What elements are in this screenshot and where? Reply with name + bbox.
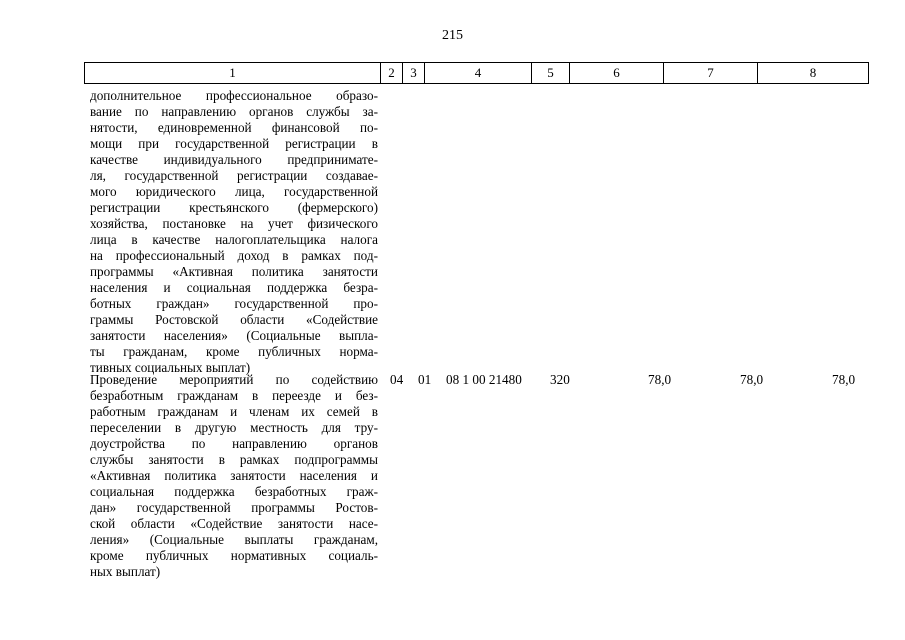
page-number: 215 xyxy=(442,28,463,43)
description-line: регистрации крестьянского (фермерского) xyxy=(90,200,378,215)
header-col-6: 6 xyxy=(570,63,664,83)
description-line: «Активная политика занятости населения и xyxy=(90,468,378,483)
description-line: социальная поддержка безработных граж- xyxy=(90,484,378,499)
header-col-5: 5 xyxy=(532,63,570,83)
description-line: доустройства по направлению органов xyxy=(90,436,378,451)
description-line: граммы Ростовской области «Содействие xyxy=(90,312,378,327)
cell-expense-type: 320 xyxy=(550,372,570,387)
description-line: службы занятости в рамках подпрограммы xyxy=(90,452,378,467)
cell-amount-3: 78,0 xyxy=(832,372,856,387)
description-line: программы «Активная политика занятости xyxy=(90,264,378,279)
description-line: безработным гражданам в переезде и без- xyxy=(90,388,378,403)
description-line: ля, государственной регистрации создавае- xyxy=(90,168,378,183)
cell-amount-1: 78,0 xyxy=(648,372,672,387)
header-col-8: 8 xyxy=(809,65,817,80)
description-line: переселении в другую местность для тру- xyxy=(90,420,378,435)
cell-section: 04 xyxy=(390,372,404,387)
description-line: кроме публичных нормативных социаль- xyxy=(90,548,378,563)
cell-subsection: 01 xyxy=(418,372,432,387)
description-line: мого юридического лица, государственной xyxy=(90,184,378,199)
header-col-7: 7 xyxy=(664,63,758,83)
description-line: качестве индивидуального предпринимате- xyxy=(90,152,378,167)
header-col-4: 4 xyxy=(425,63,532,83)
row-description xyxy=(90,372,378,580)
description-line: ных выплат) xyxy=(90,564,161,579)
header-col-3: 3 xyxy=(403,63,425,83)
cell-amount-2: 78,0 xyxy=(740,372,764,387)
description-line: лица в качестве налогоплательщика налога xyxy=(90,232,378,247)
description-line: ления» (Социальные выплаты гражданам, xyxy=(90,532,378,547)
description-line: ты гражданам, кроме публичных норма- xyxy=(90,344,378,359)
description-line: ботных граждан» государственной про- xyxy=(90,296,378,311)
description-line: мощи при государственной регистрации в xyxy=(90,136,378,151)
description-line: на профессиональный доход в рамках под- xyxy=(90,248,378,263)
description-line: тивных социальных выплат) xyxy=(90,360,251,375)
description-line: работным гражданам и членам их семей в xyxy=(90,404,378,419)
header-col-2: 2 xyxy=(381,63,403,83)
description-line: населения и социальная поддержка безра- xyxy=(90,280,378,295)
description-line: дополнительное профессиональное образо- xyxy=(90,88,378,103)
table-header xyxy=(84,62,869,84)
description-line: Проведение мероприятий по содействию xyxy=(90,372,378,387)
cell-target-article: 08 1 00 21480 xyxy=(446,372,522,387)
row-description xyxy=(90,88,378,376)
description-line: ской области «Содействие занятости насе- xyxy=(90,516,378,531)
description-line: занятости населения» (Социальные выпла- xyxy=(90,328,378,343)
description-line: вание по направлению органов службы за- xyxy=(90,104,378,119)
description-line: дан» государственной программы Ростов- xyxy=(90,500,378,515)
header-col-1: 1 xyxy=(85,63,381,83)
description-line: хозяйства, постановке на учет физического xyxy=(90,216,378,231)
description-line: нятости, единовременной финансовой по- xyxy=(90,120,378,135)
